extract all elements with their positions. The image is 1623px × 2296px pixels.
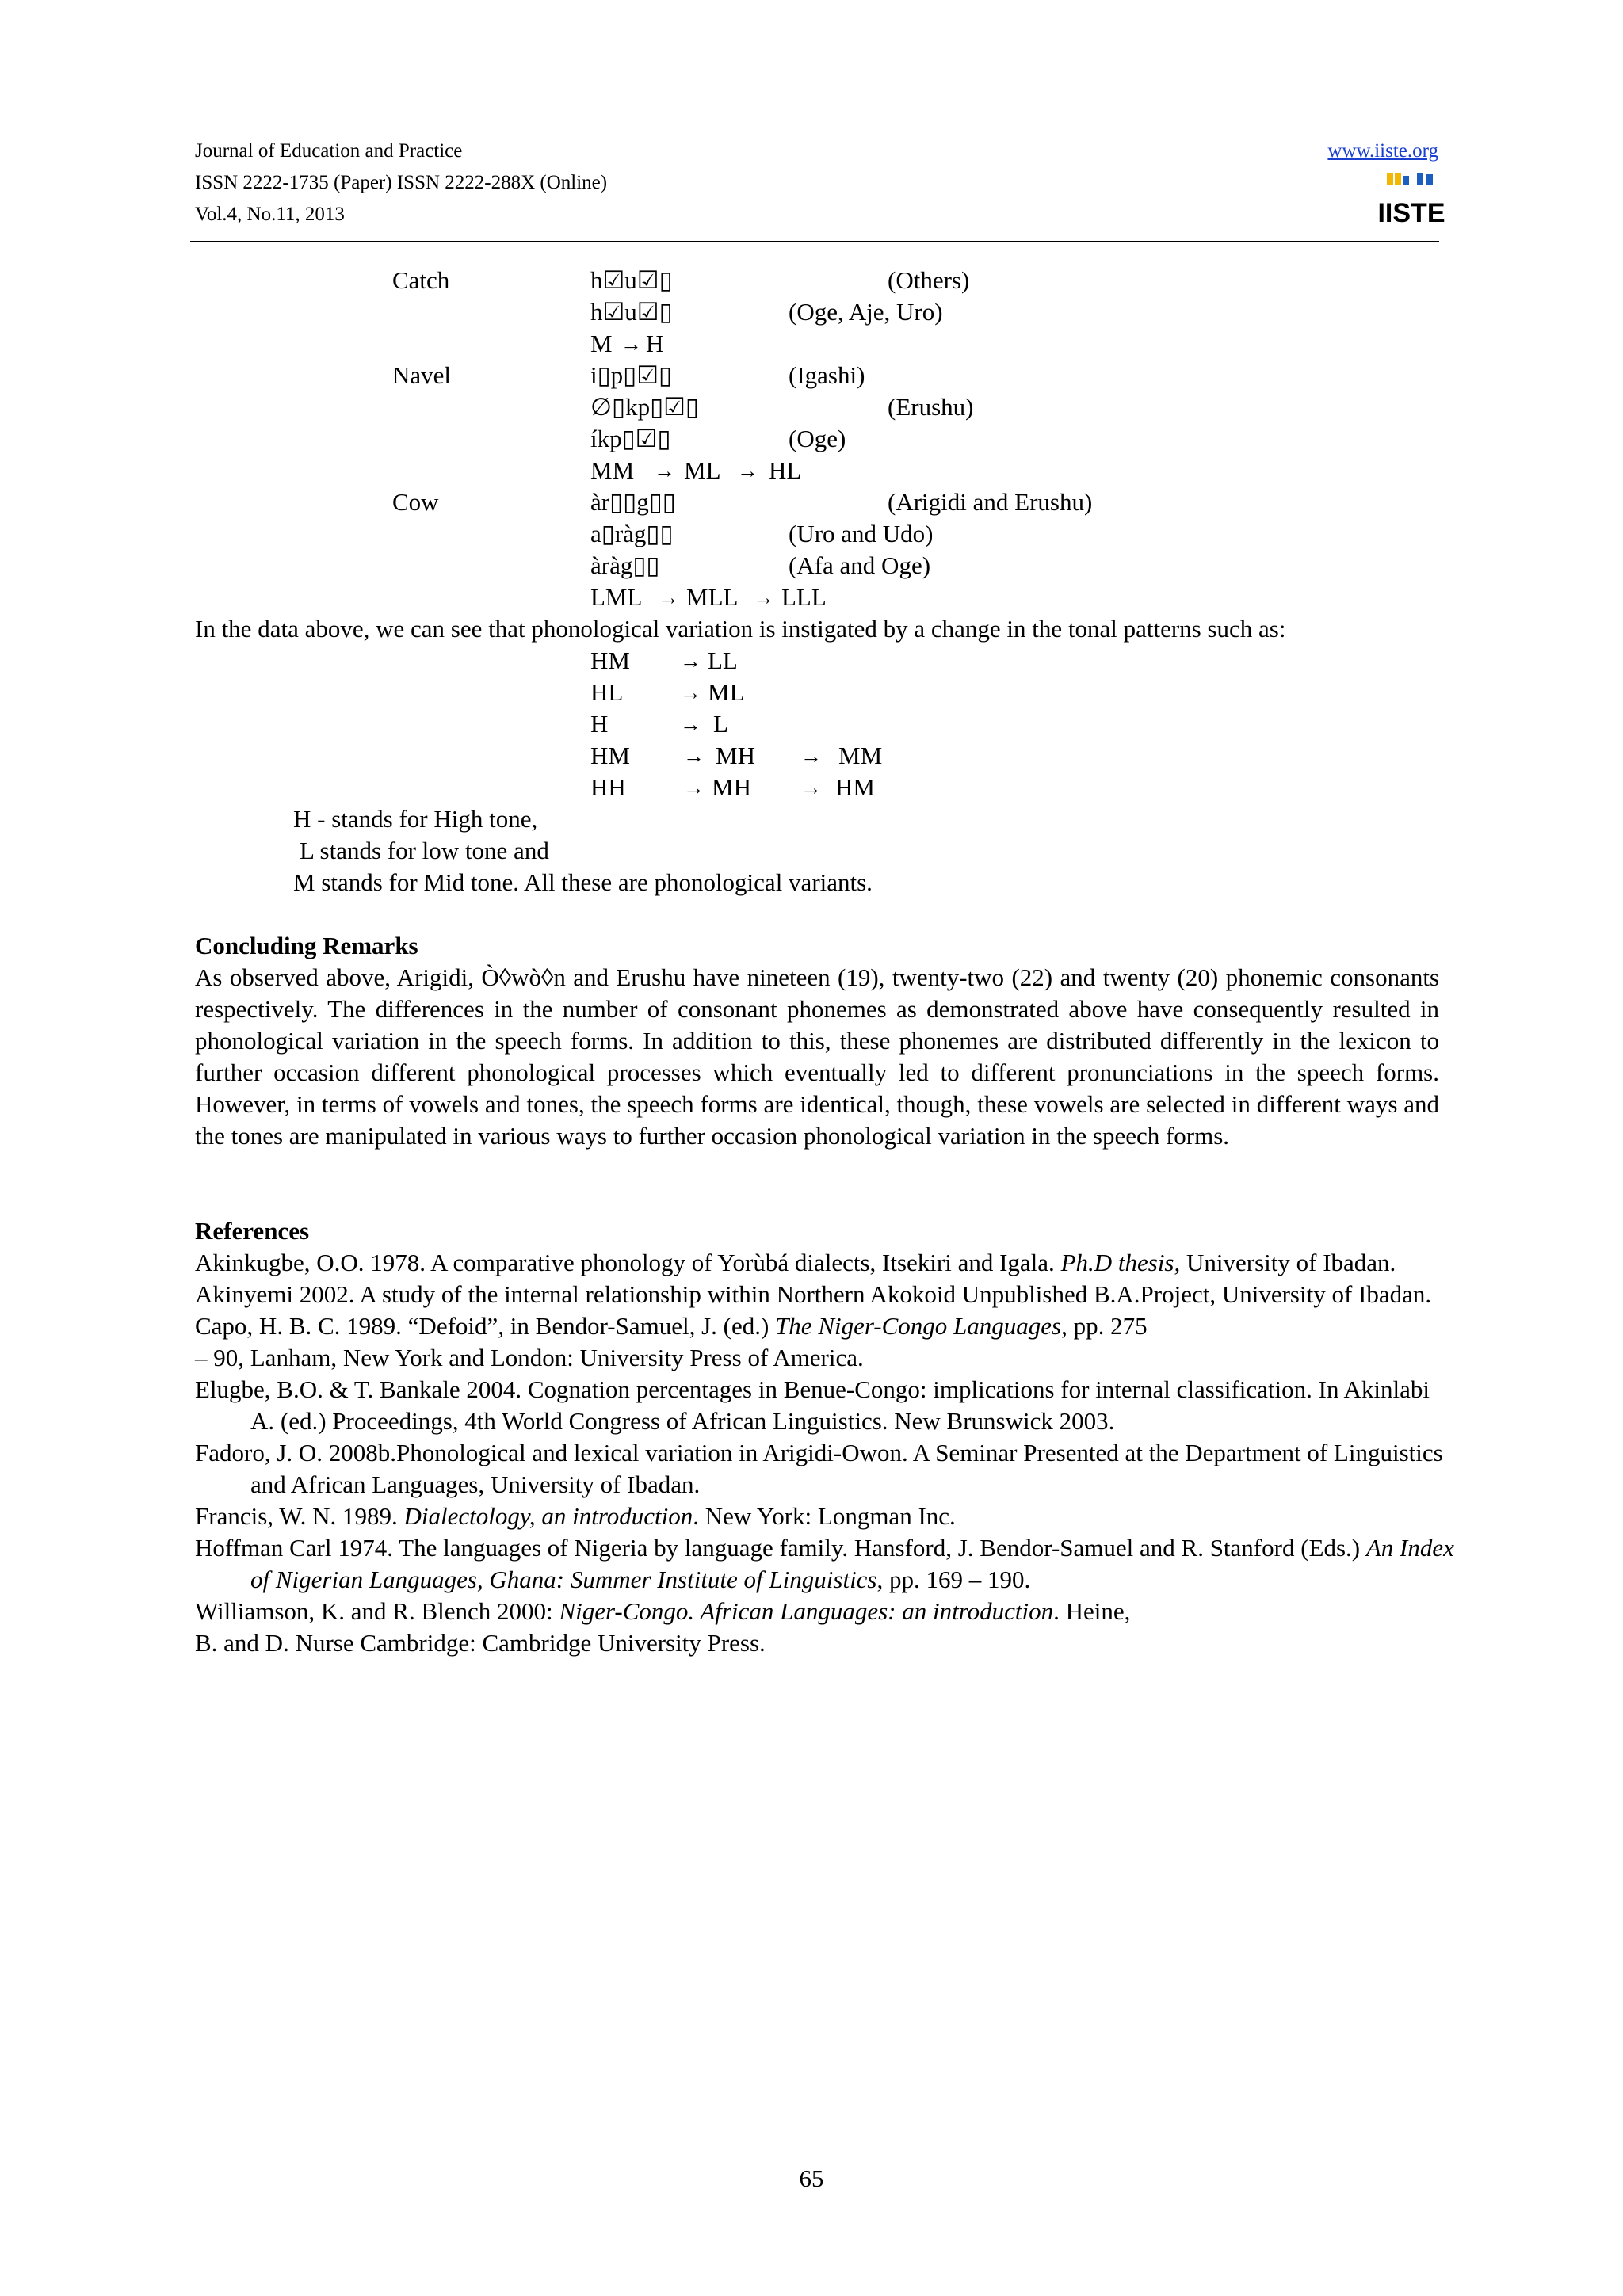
reference-text: – 90, Lanham, New York and London: University Press of America. <box>195 1344 864 1371</box>
source-cow-2: (Uro and Udo) <box>789 520 934 547</box>
reference-text: Akinyemi 2002. A study of the internal relationship within Northern Akokoid Unpublished B.A.Project, University of Ibadan. <box>195 1280 1432 1308</box>
reference-text: Francis, W. N. 1989. <box>195 1502 404 1530</box>
arrow-icon: → <box>680 649 701 673</box>
source-catch-1: (Others) <box>888 266 970 294</box>
arrow-icon: → <box>683 744 705 768</box>
issn-line: ISSN 2222-1735 (Paper) ISSN 2222-288X (Online) <box>195 172 608 193</box>
source-navel-3: (Oge) <box>789 425 846 452</box>
arrow-icon: → <box>654 459 675 482</box>
header-rule <box>190 241 1439 242</box>
tone-to: ML <box>708 678 745 706</box>
reference-text: Akinkugbe, O.O. 1978. A comparative phonology of Yorùbá dialects, Itsekiri and Igala. <box>195 1249 1061 1276</box>
tone-from: HM <box>590 646 630 674</box>
pattern-cow-3: LLL <box>781 583 827 611</box>
reference-italic: An Index of Nigerian Languages, Ghana: Summer Institute of Linguistics <box>250 1534 1454 1593</box>
pattern-navel-3: HL <box>769 456 802 484</box>
legend-mid: M stands for Mid tone. All these are phonological variants. <box>293 868 873 896</box>
reference-item <box>195 1279 1455 1310</box>
gloss-cow: Cow <box>392 488 439 516</box>
tone-mid: MH <box>716 742 755 769</box>
tone-from: HM <box>590 742 630 769</box>
pattern-navel-1: MM <box>590 456 635 484</box>
arrow-icon: → <box>683 776 705 799</box>
reference-text: Williamson, K. and R. Blench 2000: <box>195 1597 559 1625</box>
source-navel-2: (Erushu) <box>888 393 974 421</box>
gloss-catch: Catch <box>392 266 450 294</box>
form-catch-1: h☑u☑▯ <box>590 266 673 294</box>
reference-item <box>195 1596 1455 1627</box>
arrow-icon: → <box>680 712 701 736</box>
reference-list <box>195 1247 1455 1659</box>
reference-item <box>195 1247 1455 1279</box>
page-number: 65 <box>799 2164 824 2192</box>
arrow-icon: → <box>800 744 822 768</box>
reference-text: Capo, H. B. C. 1989. “Defoid”, in Bendor-Samuel, J. (ed.) <box>195 1312 776 1340</box>
gloss-navel: Navel <box>392 361 452 389</box>
reference-text: Fadoro, J. O. 2008b.Phonological and lexical variation in Arigidi-Owon. A Seminar Presented at the Department of Linguistics and African Languages, University of Ibadan. <box>195 1439 1443 1498</box>
tone-from: H <box>590 710 609 738</box>
references-heading: References <box>195 1217 310 1245</box>
legend-high: H - stands for High tone, <box>293 805 538 833</box>
pattern-navel-2: ML <box>684 456 721 484</box>
reference-item <box>195 1437 1455 1501</box>
arrow-icon: → <box>680 681 701 704</box>
pattern-cow-1: LML <box>590 583 643 611</box>
logo-text: IISTE <box>1377 198 1445 228</box>
reference-text: . New York: Longman Inc. <box>693 1502 956 1530</box>
arrow-icon: → <box>621 332 642 356</box>
reference-item <box>195 1310 1455 1342</box>
reference-italic: Niger-Congo. African Languages: an introduction <box>559 1597 1054 1625</box>
reference-text: University of Ibadan. <box>1180 1249 1396 1276</box>
pattern-catch-2: H <box>646 330 664 357</box>
tone-from: HL <box>590 678 624 706</box>
form-cow-3: àràg▯▯ <box>590 551 660 579</box>
tone-to: MM <box>838 742 883 769</box>
tone-to: HM <box>835 773 875 801</box>
reference-text: B. and D. Nurse Cambridge: Cambridge University Press. <box>195 1629 766 1657</box>
reference-item <box>195 1627 1455 1659</box>
form-navel-1: i▯p▯☑▯ <box>590 361 673 389</box>
concluding-text: As observed above, Arigidi, Ò◊wò◊n and Erushu have nineteen (19), twenty-two (22) and twenty (20) phonemic consonants respectively. The differences in the number of consonant phonemes as demonstrated above have consequently resulted in phonological variation in the speech forms. In addition to this, these phonemes are distributed differently in the lexicon to further occasion different phonological processes which eventually led to different pronunciations in the speech forms. However, in terms of vowels and tones, the speech forms are identical, though, these vowels are selected in different ways and the tones are manipulated in various ways to further occasion phonological variation in the speech forms. <box>195 963 1439 1150</box>
arrow-icon: → <box>737 459 758 482</box>
pattern-catch-1: M <box>590 330 613 357</box>
form-navel-3: íkp▯☑▯ <box>590 425 671 452</box>
pattern-cow-2: MLL <box>686 583 739 611</box>
legend-low: L stands for low tone and <box>300 837 549 864</box>
journal-title: Journal of Education and Practice <box>195 140 463 162</box>
form-catch-2: h☑u☑▯ <box>590 298 673 326</box>
reference-italic: Ph.D thesis, <box>1060 1249 1181 1276</box>
reference-item <box>195 1374 1455 1437</box>
reference-item <box>195 1342 1455 1374</box>
intro-sentence: In the data above, we can see that phonological variation is instigated by a change in the tonal patterns such as: <box>195 615 1286 643</box>
reference-text: , pp. 275 <box>1061 1312 1148 1340</box>
source-navel-1: (Igashi) <box>789 361 865 389</box>
reference-text: Hoffman Carl 1974. The languages of Nigeria by language family. Hansford, J. Bendor-Samuel and R. Stanford (Eds.) <box>195 1534 1366 1562</box>
reference-text: . Heine, <box>1053 1597 1131 1625</box>
iiste-logo <box>1377 171 1445 228</box>
arrow-icon: → <box>753 585 774 609</box>
source-cow-3: (Afa and Oge) <box>789 551 931 579</box>
arrow-icon: → <box>800 776 822 799</box>
reference-item <box>195 1532 1455 1596</box>
volume-line: Vol.4, No.11, 2013 <box>195 204 345 225</box>
form-cow-2: a▯ràg▯▯ <box>590 520 674 547</box>
source-cow-1: (Arigidi and Erushu) <box>888 488 1093 516</box>
tone-from: HH <box>590 773 626 801</box>
arrow-icon: → <box>658 585 679 609</box>
tone-to: LL <box>708 646 738 674</box>
tone-to: L <box>713 710 728 738</box>
journal-url-link[interactable]: www.iiste.org <box>1327 140 1438 162</box>
concluding-heading: Concluding Remarks <box>195 932 418 959</box>
form-navel-2: ∅▯kp▯☑▯ <box>590 393 699 421</box>
reference-italic: The Niger-Congo Languages <box>775 1312 1062 1340</box>
reference-item <box>195 1501 1455 1532</box>
form-cow-1: àr▯▯g▯▯ <box>590 488 676 516</box>
reference-text: , pp. 169 – 190. <box>876 1566 1031 1593</box>
tone-mid: MH <box>712 773 751 801</box>
reference-italic: Dialectology, an introduction <box>403 1502 693 1530</box>
reference-text: Elugbe, B.O. & T. Bankale 2004. Cognation percentages in Benue-Congo: implications for internal classification. In Akinlabi A. (ed.) Proceedings, 4th World Congress of African Linguistics. New Brunswick 2003. <box>195 1375 1430 1435</box>
source-catch-2: (Oge, Aje, Uro) <box>789 298 943 326</box>
